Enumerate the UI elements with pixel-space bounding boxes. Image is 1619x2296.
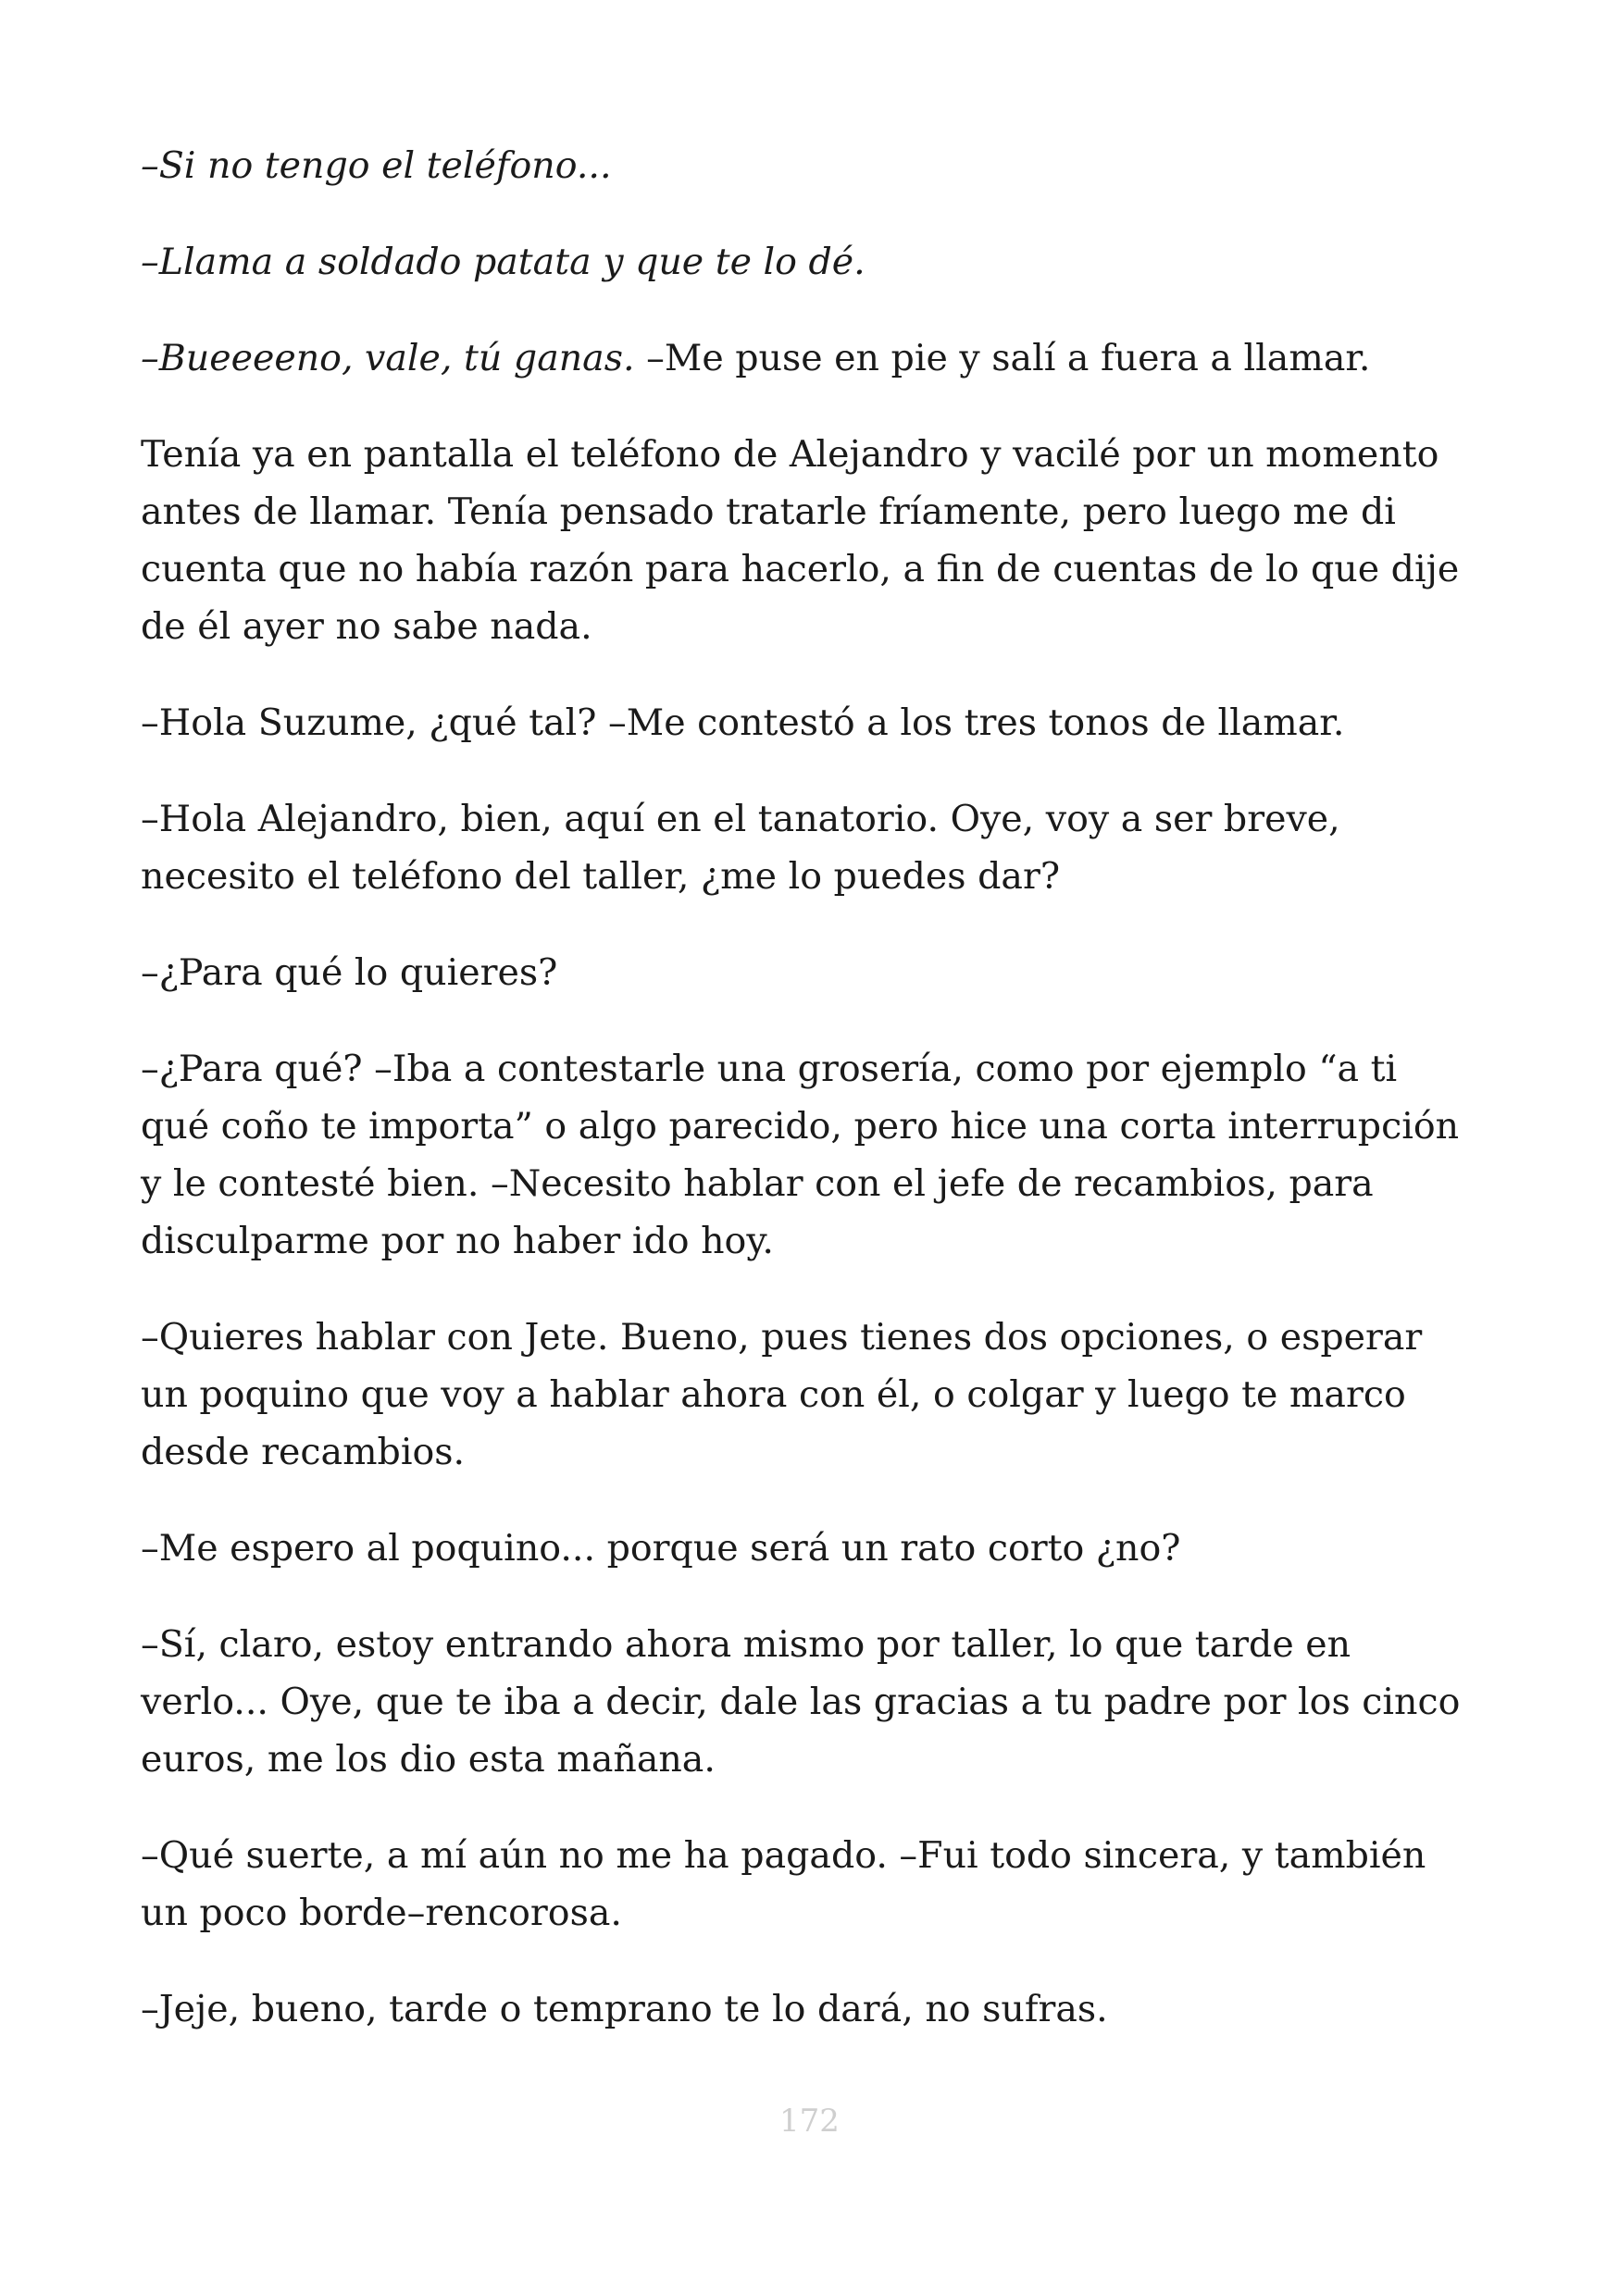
- normal-text: –¿Para qué? –Iba a contestarle una grosería, como por ejemplo “a ti qué coño te importa” o algo parecido, pero hice una corta interrupción y le contesté bien. –Necesito hablar con el jefe de recambios, para disculparme por no haber ido hoy.: [141, 1048, 1460, 1262]
- paragraph-7: [141, 944, 1474, 1001]
- italic-text: –Si no tengo el teléfono...: [141, 144, 612, 187]
- normal-text: –Me espero al poquino... porque será un rato corto ¿no?: [141, 1527, 1181, 1570]
- paragraph-1: [141, 137, 1474, 194]
- paragraph-9: [141, 1309, 1474, 1481]
- normal-text: –Hola Alejandro, bien, aquí en el tanatorio. Oye, voy a ser breve, necesito el teléfono del taller, ¿me lo puedes dar?: [141, 798, 1340, 898]
- paragraph-4: [141, 426, 1474, 655]
- page-body: [141, 137, 1474, 2077]
- normal-text: Tenía ya en pantalla el teléfono de Alejandro y vacilé por un momento antes de llamar. Tenía pensado tratarle fríamente, pero luego me di cuenta que no había razón para hacerlo, a fin de cuentas de lo que dije de él ayer no sabe nada.: [141, 433, 1460, 648]
- paragraph-5: [141, 694, 1474, 751]
- paragraph-10: [141, 1520, 1474, 1577]
- normal-text: –Me puse en pie y salí a fuera a llamar.: [634, 337, 1371, 379]
- paragraph-2: [141, 233, 1474, 291]
- normal-text: –¿Para qué lo quieres?: [141, 951, 558, 994]
- paragraph-11: [141, 1616, 1474, 1788]
- paragraph-12: [141, 1827, 1474, 1942]
- normal-text: –Sí, claro, estoy entrando ahora mismo por taller, lo que tarde en verlo... Oye, que te iba a decir, dale las gracias a tu padre por los cinco euros, me los dio esta mañana.: [141, 1623, 1461, 1781]
- paragraph-8: [141, 1040, 1474, 1270]
- italic-text: –Bueeeeno, vale, tú ganas.: [141, 337, 635, 379]
- normal-text: –Qué suerte, a mí aún no me ha pagado. –Fui todo sincera, y también un poco borde–rencorosa.: [141, 1834, 1426, 1934]
- italic-text: –Llama a soldado patata y que te lo dé.: [141, 241, 866, 283]
- paragraph-13: [141, 1980, 1474, 2038]
- normal-text: –Quieres hablar con Jete. Bueno, pues tienes dos opciones, o esperar un poquino que voy a hablar ahora con él, o colgar y luego te marco desde recambios.: [141, 1316, 1423, 1473]
- normal-text: –Jeje, bueno, tarde o temprano te lo dará, no sufras.: [141, 1988, 1108, 2030]
- paragraph-3: [141, 329, 1474, 387]
- paragraph-6: [141, 790, 1474, 905]
- normal-text: –Hola Suzume, ¿qué tal? –Me contestó a los tres tonos de llamar.: [141, 701, 1345, 744]
- page-number: 172: [779, 2103, 840, 2140]
